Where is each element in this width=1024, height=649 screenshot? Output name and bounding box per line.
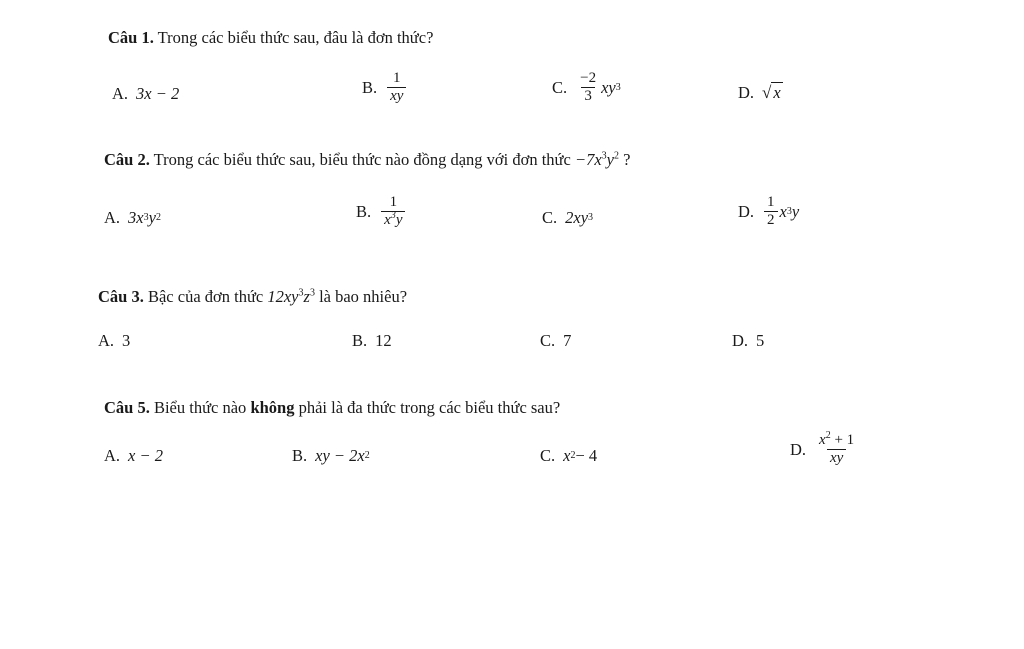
fraction: $\frac{1}{xy}$ xyxy=(387,70,406,106)
question-2: Câu 2. Trong các biểu thức sau, biểu thức nào đồng dạng với đơn thức $-7x^3y^2$ ? xyxy=(104,150,631,169)
option-1b: B. $\frac{1}{xy}$ xyxy=(362,70,408,106)
question-number: Câu 3. xyxy=(98,287,144,306)
fraction: $\frac{x^2 + 1}{xy}$ xyxy=(819,430,855,467)
fraction: $\frac{-2}{3}$ xyxy=(580,70,597,105)
option-3a: A. 3 xyxy=(98,331,131,350)
option-5d: D. $\frac{x^2 + 1}{xy}$ xyxy=(790,432,859,468)
option-5c: C. x 2 − 4 xyxy=(540,446,598,465)
question-text: Trong các biểu thức sau, đâu là đơn thức? xyxy=(157,28,434,47)
option-2c: C. 2xy 3 xyxy=(542,208,594,227)
fraction: $\frac{1}{2}$ xyxy=(764,194,778,230)
option-2d: D. $\frac{1}{2}$ x 3 y xyxy=(738,194,800,229)
question-5: Câu 5. Biểu thức nào không phải là đa thức trong các biểu thức sau? xyxy=(104,398,561,417)
question-number: Câu 2. xyxy=(104,150,150,169)
question-number: Câu 1. xyxy=(108,28,154,47)
option-1a: A. 3x − 2 xyxy=(112,84,180,103)
option-5a: A. x − 2 xyxy=(104,446,164,465)
option-3d: D. 5 xyxy=(732,331,765,350)
option-3c: C. 7 xyxy=(540,331,572,350)
question-3: Câu 3. Bậc của đơn thức $12xy^3z^3$ là bao nhiêu? xyxy=(98,287,408,306)
option-5b: B. xy − 2x 2 xyxy=(292,446,370,465)
question-1 xyxy=(108,28,433,48)
question-text: Trong các biểu thức sau, biểu thức nào đồng dạng với đơn thức xyxy=(153,150,571,169)
square-root: √ x xyxy=(762,83,781,102)
option-3b: B. 12 xyxy=(352,331,392,350)
option-1d: D. √ x xyxy=(738,82,781,102)
option-2b: B. $\frac{1}{x^3y}$ xyxy=(356,194,407,230)
question-number: Câu 5. xyxy=(104,398,150,417)
option-2a: A. 3x 3 y 2 xyxy=(104,208,161,227)
fraction: $\frac{1}{x^3y}$ xyxy=(381,194,405,230)
option-1c: C. $\frac{-2}{3}$ xy 3 xyxy=(552,70,621,105)
